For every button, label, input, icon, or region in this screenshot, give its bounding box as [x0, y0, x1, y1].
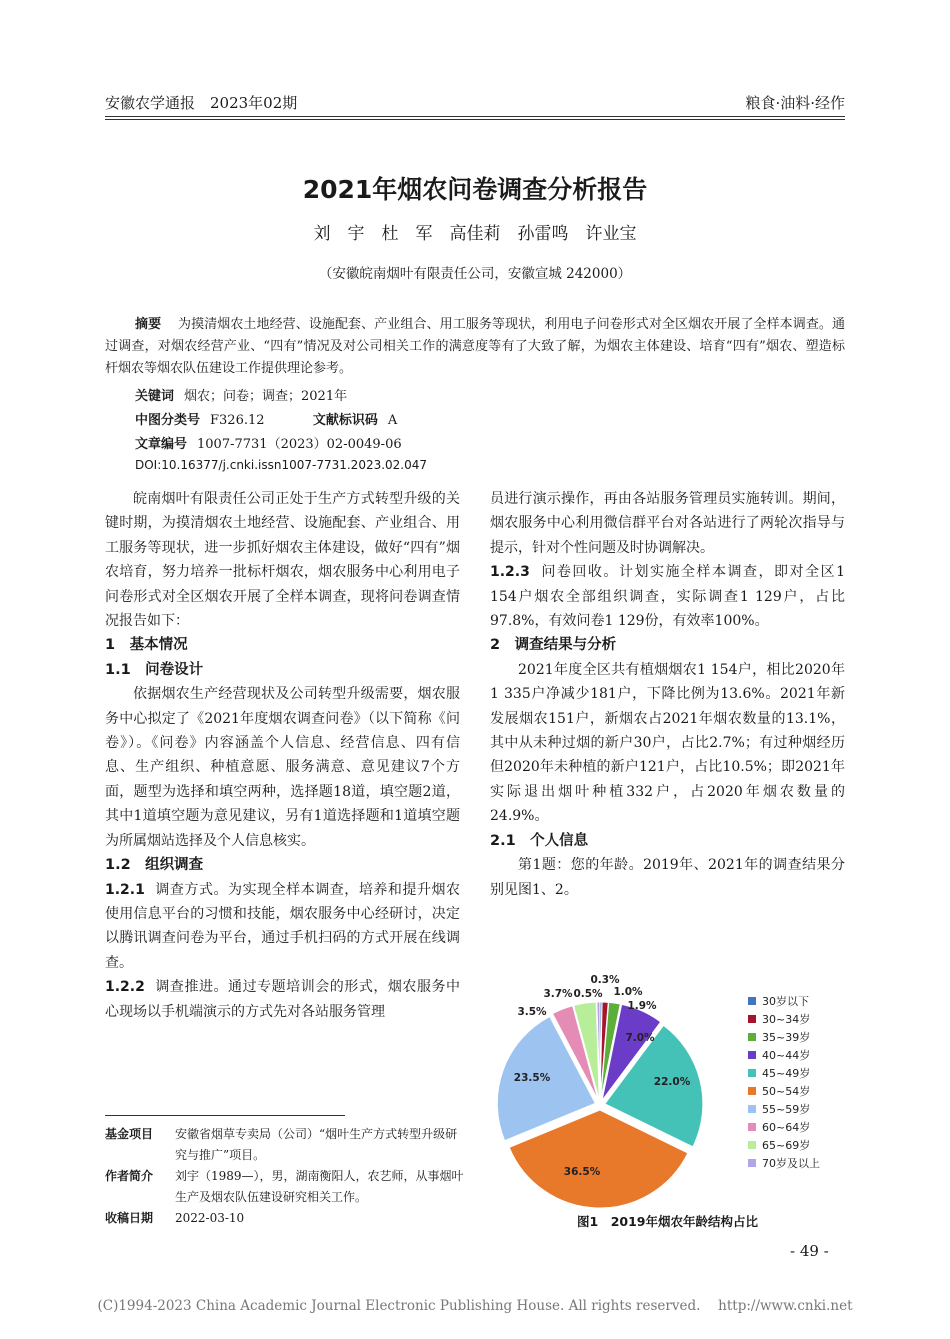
legend-label: 40~44岁: [762, 1049, 811, 1062]
legend-swatch: [748, 1033, 756, 1041]
section-1-2-1-paragraph: 调查方式。为实现全样本调查，培养和提升烟农使用信息平台的习惯和技能，烟农服务中心经研讨，决定以腾讯调查问卷为平台，通过手机扫码的方式开展在线调查。: [105, 881, 460, 971]
age-pie-chart: [490, 975, 850, 1245]
footnote-key: 作者简介: [105, 1169, 154, 1183]
legend-swatch: [748, 997, 756, 1005]
header-rule: [105, 116, 845, 117]
article-number: [135, 433, 402, 452]
section-1-2-2-number: 1.2.2: [105, 979, 145, 996]
section-1-2-heading: 1.2 组织调查: [105, 857, 204, 874]
classification: [135, 409, 397, 428]
legend-swatch: [748, 1069, 756, 1077]
clc-label: 中图分类号: [135, 413, 201, 428]
keywords-label: 关键词: [135, 389, 175, 404]
page-number: - 49 -: [790, 1242, 829, 1260]
footnote-value: 2022-03-10: [175, 1211, 245, 1225]
footnote-rule: [105, 1115, 345, 1116]
figure-caption: 图1 2019年烟农年龄结构占比: [577, 1214, 758, 1229]
pie-data-label: 23.5%: [513, 1072, 551, 1084]
intro-paragraph: 皖南烟叶有限责任公司正处于生产方式转型升级的关键时期，为摸清烟农土地经营、设施配套、产业组合、用工服务等现状，进一步抓好烟农主体建设，做好“四有”烟农培育，努力培养一批标杆烟农，烟农服务中心利用电子问卷形式对全区烟农开展了全样本调查，现将问卷调查情况报告如下：: [105, 491, 460, 630]
keywords-text: 烟农；问卷；调查；2021年: [184, 389, 348, 404]
footnote-value: 安徽省烟草专卖局（公司）“烟叶生产方式转型升级研究与推广”项目。: [175, 1127, 458, 1162]
legend-label: 70岁及以上: [762, 1157, 820, 1170]
affiliation: （安徽皖南烟叶有限责任公司，安徽宣城 242000）: [318, 266, 632, 282]
copyright-footer: (C)1994-2023 China Academic Journal Electronic Publishing House. All rights reserved. http://www.cnki.net: [97, 1298, 853, 1314]
journal-name: 安徽农学通报 2023年02期: [105, 94, 298, 112]
doi: DOI:10.16377/j.cnki.issn1007-7731.2023.02.047: [135, 458, 428, 472]
section-2-1-paragraph: 第1题：您的年龄。2019年、2021年的调查结果分别见图1、2。: [490, 857, 845, 898]
legend-label: 45~49岁: [762, 1067, 811, 1080]
paper-title: 2021年烟农问卷调查分析报告: [302, 175, 648, 204]
section-1-heading: 1 基本情况: [105, 637, 188, 654]
section-2-heading: 2 调查结果与分析: [490, 637, 617, 654]
pie-data-label: 1.0%: [613, 986, 643, 998]
article-no-label: 文章编号: [135, 437, 188, 452]
legend-label: 30岁以下: [762, 995, 809, 1008]
legend-swatch: [748, 1105, 756, 1113]
section-1-2-3-paragraph: 问卷回收。计划实施全样本调查，即对全区1 154户烟农全部组织调查，实际调查1 129户，占比97.8%，有效问卷1 129份，有效率100%。: [490, 564, 845, 630]
abstract-label: 摘要: [135, 317, 162, 332]
footnote-key: 基金项目: [105, 1127, 154, 1141]
article-no-text: 1007-7731（2023）02-0049-06: [197, 437, 402, 452]
doc-code-text: A: [387, 413, 398, 428]
legend-swatch: [748, 1159, 756, 1167]
legend-swatch: [748, 1051, 756, 1059]
abstract-text: 为摸清烟农土地经营、设施配套、产业组合、用工服务等现状，利用电子问卷形式对全区烟农开展了全样本调查。通过调查，对烟农经营产业、“四有”情况及对公司相关工作的满意度等有了大致了解，为烟农主体建设、培育“四有”烟农、塑造标杆烟农等烟农队伍建设工作提供理论参考。: [105, 317, 845, 376]
legend-swatch: [748, 1015, 756, 1023]
footnote-author: [105, 1166, 465, 1208]
abstract: [105, 314, 845, 380]
section-2-paragraph: 2021年度全区共有植烟烟农1 154户，相比2020年1 335户净减少181户，下降比例为13.6%。2021年新发展烟农151户，新烟农占2021年烟农数量的13.1%，其中从未种过烟的新户30户，占比2.7%；有过种烟经历但2020年未种植的新户121户，占比10.5%；即2021年实际退出烟叶种植332户，占2020年烟农数量的24.9%。: [490, 661, 845, 825]
legend-label: 60~64岁: [762, 1121, 811, 1134]
section-2-1-heading: 2.1 个人信息: [490, 832, 589, 849]
section-1-2-1-number: 1.2.1: [105, 881, 145, 898]
pie-data-label: 0.5%: [573, 988, 603, 1000]
section-1-2-2-continued: 员进行演示操作，再由各站服务管理员实施转训。期间，烟农服务中心利用微信群平台对各站进行了两轮次指导与提示，针对个性问题及时协调解决。: [490, 491, 845, 556]
legend-swatch: [748, 1123, 756, 1131]
section-1-1-paragraph: 依据烟农生产经营现状及公司转型升级需要，烟农服务中心拟定了《2021年度烟农调查问卷》（以下简称《问卷》）。《问卷》内容涵盖个人信息、经营信息、四有信息、生产组织、种植意愿、服务满意、意见建议7个方面，题型为选择和填空两种，选择题18道，填空题2道，其中1道填空题为意见建议，另有1道选择题和1道填空题为所属烟站选择及个人信息核实。: [105, 686, 460, 849]
pie-data-label: 1.9%: [627, 1000, 657, 1012]
section-1-2-3-number: 1.2.3: [490, 564, 530, 581]
left-column: [105, 487, 460, 1024]
legend-label: 50~54岁: [762, 1085, 811, 1098]
authors: 刘 宇 杜 军 高佳莉 孙雷鸣 许业宝: [313, 224, 637, 244]
footnote-received: [105, 1208, 465, 1229]
right-column: [490, 487, 845, 902]
footnote-value: 刘宇（1989—），男，湖南衡阳人，农艺师，从事烟叶生产及烟农队伍建设研究相关工作。: [175, 1169, 464, 1204]
pie-data-label: 3.5%: [517, 1006, 547, 1018]
legend-label: 30~34岁: [762, 1013, 811, 1026]
header-rule-2: [105, 119, 845, 120]
legend-label: 35~39岁: [762, 1031, 811, 1044]
pie-data-label: 7.0%: [625, 1032, 655, 1044]
keywords: [135, 385, 347, 404]
footnotes: [105, 1124, 465, 1229]
pie-data-label: 36.5%: [563, 1166, 601, 1178]
doc-code-label: 文献标识码: [312, 413, 378, 428]
legend-swatch: [748, 1141, 756, 1149]
footnote-funding: [105, 1124, 465, 1166]
legend-swatch: [748, 1087, 756, 1095]
pie-data-label: 22.0%: [653, 1076, 691, 1088]
section-1-2-2-paragraph: 调查推进。通过专题培训会的形式，烟农服务中心现场以手机端演示的方式先对各站服务管理: [105, 979, 460, 1020]
section-name: 粮食·油料·经作: [745, 94, 845, 112]
pie-legend: [748, 994, 820, 1170]
legend-label: 65~69岁: [762, 1139, 811, 1152]
footnote-key: 收稿日期: [105, 1211, 154, 1225]
pie-data-label: 0.3%: [590, 975, 620, 986]
clc-text: F326.12: [210, 413, 265, 428]
pie-data-label: 3.7%: [543, 988, 573, 1000]
legend-label: 55~59岁: [762, 1103, 811, 1116]
section-1-1-heading: 1.1 问卷设计: [105, 661, 204, 678]
